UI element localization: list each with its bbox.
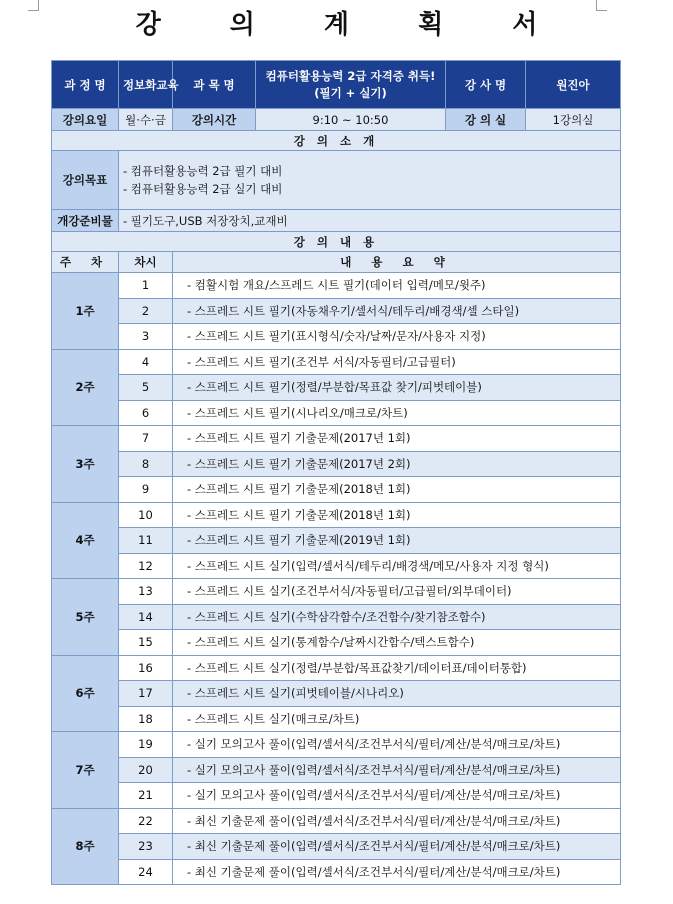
session-number: 23	[119, 834, 173, 860]
objective-row	[52, 151, 621, 210]
table-row	[52, 706, 621, 732]
course-info-row	[52, 61, 621, 109]
table-row	[52, 298, 621, 324]
content-header-row	[52, 232, 621, 252]
week-label: 6주	[52, 655, 119, 732]
subject-value: 컴퓨터활용능력 2급 자격증 취득! (필기 + 실기)	[256, 61, 446, 109]
week-label: 3주	[52, 426, 119, 503]
objective-label: 강의목표	[52, 151, 119, 210]
session-number: 9	[119, 477, 173, 503]
session-number: 22	[119, 808, 173, 834]
objective-line: - 컴퓨터활용능력 2급 필기 대비	[123, 164, 283, 178]
session-summary: - 스프레드 시트 실기(수학삼각함수/조건함수/찾기참조함수)	[173, 604, 621, 630]
intro-header: 강 의 소 개	[52, 131, 621, 151]
table-row	[52, 375, 621, 401]
session-summary: - 최신 기출문제 풀이(입력/셀서식/조건부서식/필터/계산/분석/매크로/차트)	[173, 859, 621, 885]
session-summary: - 스프레드 시트 실기(입력/셀서식/테두리/배경색/메모/사용자 지정 형식)	[173, 553, 621, 579]
day-value: 월·수·금	[119, 109, 173, 131]
week-label: 8주	[52, 808, 119, 885]
session-number: 19	[119, 732, 173, 758]
session-number: 18	[119, 706, 173, 732]
table-row	[52, 553, 621, 579]
instructor-label: 강 사 명	[446, 61, 526, 109]
session-number: 6	[119, 400, 173, 426]
room-value: 1강의실	[526, 109, 621, 131]
session-summary: - 스프레드 시트 필기(시나리오/매크로/차트)	[173, 400, 621, 426]
table-row	[52, 681, 621, 707]
time-label: 강의시간	[173, 109, 256, 131]
materials-value: - 필기도구,USB 저장장치,교재비	[119, 210, 621, 232]
day-label: 강의요일	[52, 109, 119, 131]
instructor-value: 원진아	[526, 61, 621, 109]
session-number: 5	[119, 375, 173, 401]
session-summary: - 컴활시험 개요/스프레드 시트 필기(데이터 입력/메모/윗주)	[173, 273, 621, 299]
session-number: 16	[119, 655, 173, 681]
session-number: 21	[119, 783, 173, 809]
room-label: 강 의 실	[446, 109, 526, 131]
week-label: 2주	[52, 349, 119, 426]
session-column-header: 차시	[119, 252, 173, 273]
course-name-value: 정보화교육	[119, 61, 173, 109]
materials-label: 개강준비물	[52, 210, 119, 232]
session-summary: - 실기 모의고사 풀이(입력/셀서식/조건부서식/필터/계산/분석/매크로/차트)	[173, 783, 621, 809]
week-label: 7주	[52, 732, 119, 809]
session-summary: - 스프레드 시트 필기 기출문제(2018년 1회)	[173, 502, 621, 528]
table-row	[52, 502, 621, 528]
lecture-plan-table	[51, 60, 621, 885]
session-summary: - 스프레드 시트 필기 기출문제(2019년 1회)	[173, 528, 621, 554]
session-number: 11	[119, 528, 173, 554]
session-summary: - 실기 모의고사 풀이(입력/셀서식/조건부서식/필터/계산/분석/매크로/차트)	[173, 757, 621, 783]
session-number: 3	[119, 324, 173, 350]
session-number: 8	[119, 451, 173, 477]
week-label: 1주	[52, 273, 119, 350]
week-column-header: 주 차	[52, 252, 119, 273]
table-row	[52, 349, 621, 375]
session-summary: - 최신 기출문제 풀이(입력/셀서식/조건부서식/필터/계산/분석/매크로/차트)	[173, 808, 621, 834]
session-summary: - 최신 기출문제 풀이(입력/셀서식/조건부서식/필터/계산/분석/매크로/차트)	[173, 834, 621, 860]
schedule-row	[52, 109, 621, 131]
session-summary: - 스프레드 시트 필기 기출문제(2018년 1회)	[173, 477, 621, 503]
table-row	[52, 808, 621, 834]
table-row	[52, 732, 621, 758]
table-row	[52, 400, 621, 426]
time-value: 9:10 ~ 10:50	[256, 109, 446, 131]
session-number: 10	[119, 502, 173, 528]
subject-label: 과 목 명	[173, 61, 256, 109]
table-row	[52, 604, 621, 630]
session-summary: - 스프레드 시트 필기 기출문제(2017년 2회)	[173, 451, 621, 477]
session-summary: - 실기 모의고사 풀이(입력/셀서식/조건부서식/필터/계산/분석/매크로/차트)	[173, 732, 621, 758]
column-header-row	[52, 252, 621, 273]
session-number: 4	[119, 349, 173, 375]
week-label: 5주	[52, 579, 119, 656]
summary-column-header: 내 용 요 약	[173, 252, 621, 273]
document-title: 강 의 계 획 서	[135, 10, 568, 40]
table-row	[52, 655, 621, 681]
session-summary: - 스프레드 시트 실기(매크로/차트)	[173, 706, 621, 732]
week-label: 4주	[52, 502, 119, 579]
materials-row	[52, 210, 621, 232]
table-row	[52, 757, 621, 783]
table-row	[52, 630, 621, 656]
table-body	[52, 61, 621, 885]
table-row	[52, 528, 621, 554]
objective-value	[119, 151, 621, 210]
session-summary: - 스프레드 시트 필기(자동채우기/셀서식/테두리/배경색/셀 스타일)	[173, 298, 621, 324]
table-row	[52, 783, 621, 809]
session-number: 14	[119, 604, 173, 630]
table-row	[52, 859, 621, 885]
session-number: 2	[119, 298, 173, 324]
session-number: 15	[119, 630, 173, 656]
session-number: 20	[119, 757, 173, 783]
objective-line: - 컴퓨터활용능력 2급 실기 대비	[123, 182, 283, 196]
course-name-label: 과 정 명	[52, 61, 119, 109]
session-number: 17	[119, 681, 173, 707]
session-summary: - 스프레드 시트 필기(정렬/부분합/목표값 찾기/피벗테이블)	[173, 375, 621, 401]
table-row	[52, 451, 621, 477]
session-number: 24	[119, 859, 173, 885]
session-summary: - 스프레드 시트 실기(통계함수/날짜시간함수/텍스트함수)	[173, 630, 621, 656]
table-row	[52, 477, 621, 503]
table-row	[52, 579, 621, 605]
table-row	[52, 273, 621, 299]
session-number: 13	[119, 579, 173, 605]
session-summary: - 스프레드 시트 실기(정렬/부분합/목표값찾기/데이터표/데이터통합)	[173, 655, 621, 681]
table-row	[52, 834, 621, 860]
session-summary: - 스프레드 시트 실기(조건부서식/자동필터/고급필터/외부데이터)	[173, 579, 621, 605]
intro-header-row	[52, 131, 621, 151]
content-header: 강 의 내 용	[52, 232, 621, 252]
table-row	[52, 324, 621, 350]
table-row	[52, 426, 621, 452]
session-summary: - 스프레드 시트 필기 기출문제(2017년 1회)	[173, 426, 621, 452]
session-number: 12	[119, 553, 173, 579]
session-number: 7	[119, 426, 173, 452]
session-number: 1	[119, 273, 173, 299]
session-summary: - 스프레드 시트 실기(피벗테이블/시나리오)	[173, 681, 621, 707]
session-summary: - 스프레드 시트 필기(표시형식/숫자/날짜/문자/사용자 지정)	[173, 324, 621, 350]
session-summary: - 스프레드 시트 필기(조건부 서식/자동필터/고급필터)	[173, 349, 621, 375]
